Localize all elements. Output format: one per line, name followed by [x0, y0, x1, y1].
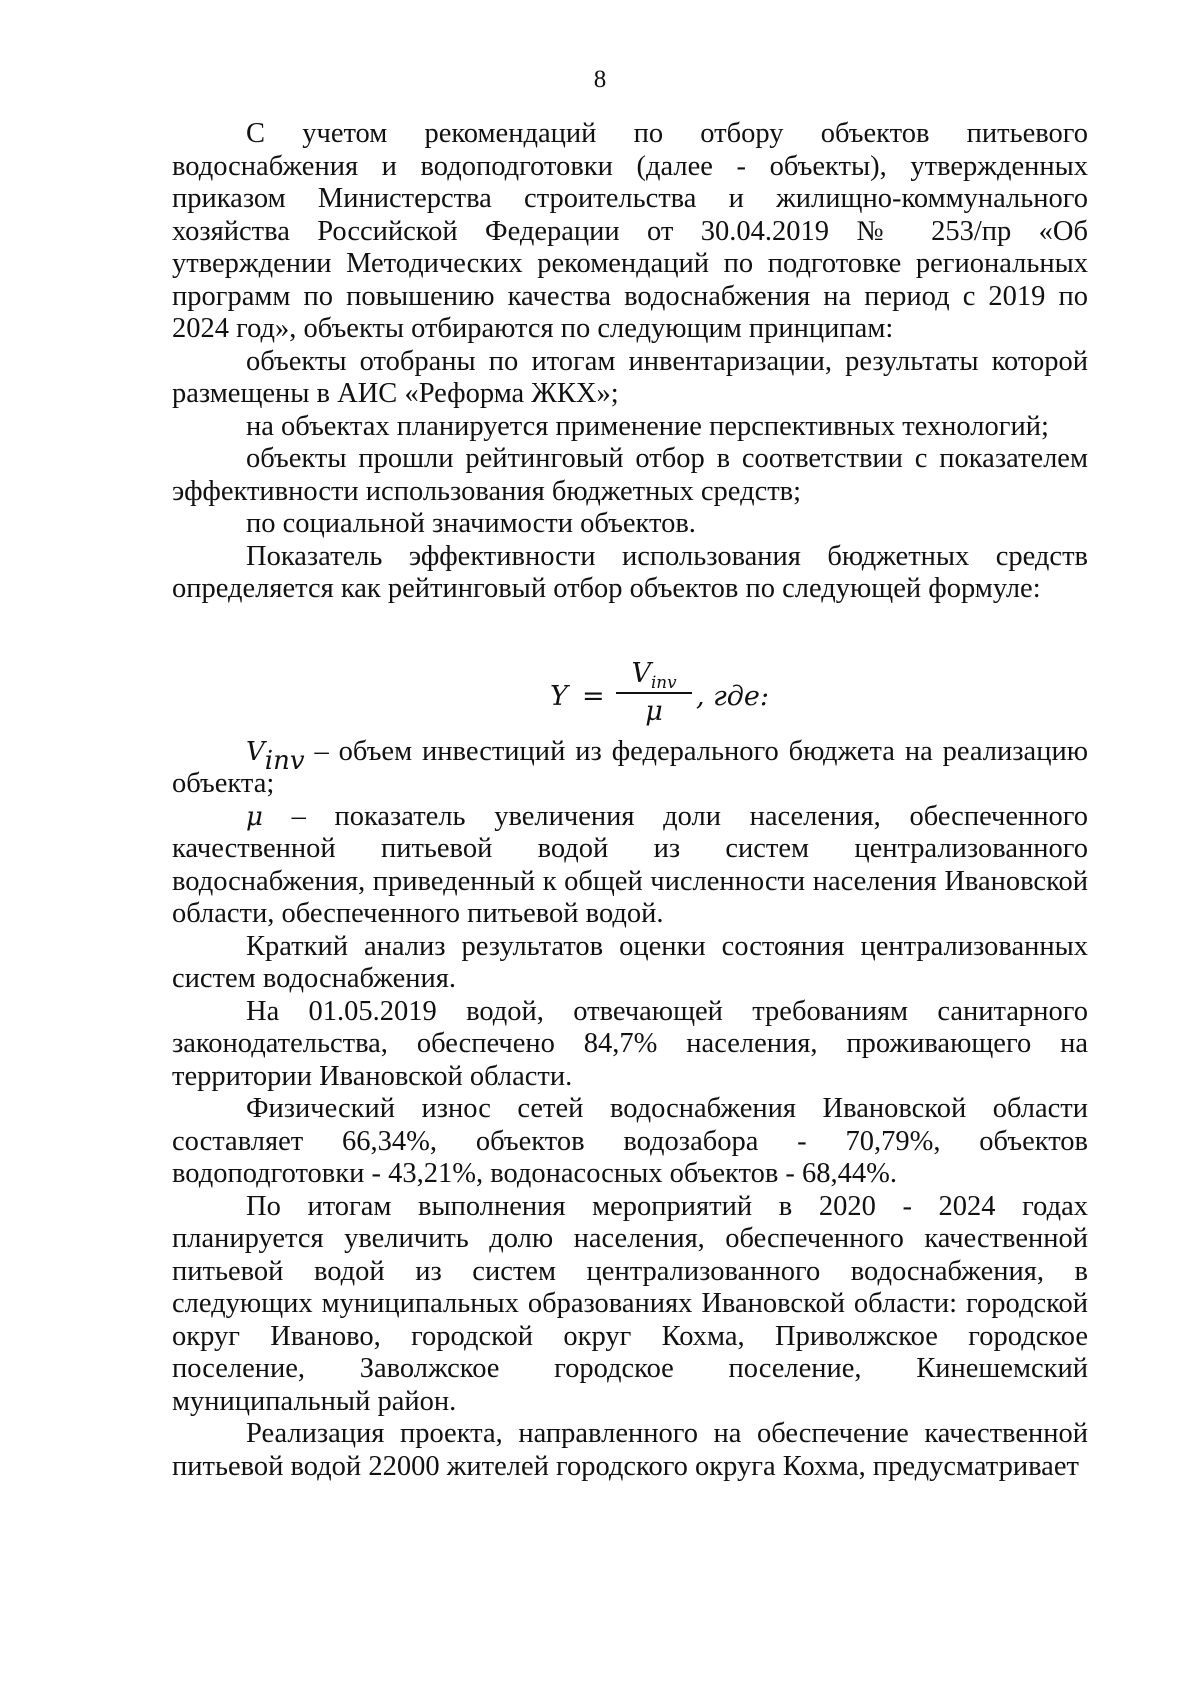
- formula-denominator: μ: [645, 695, 663, 727]
- document-body: [172, 118, 1088, 1483]
- formula: [550, 656, 850, 736]
- paragraph-efficiency-indicator: Показатель эффективности использования бюджетных средств определяется как рейтинговый отбор объектов по следующей формуле:: [172, 540, 1088, 604]
- formula-lhs: Y: [550, 680, 568, 712]
- paragraph-population-coverage: На 01.05.2019 водой, отвечающей требованиям санитарного законодательства, обеспечено 84,7% населения, проживающего на территории Ивановской области.: [172, 995, 1088, 1092]
- paragraph-principle-inventory: объекты отобраны по итогам инвентаризации, результаты которой размещены в АИС «Реформа ЖКХ»;: [172, 345, 1088, 409]
- paragraph-principle-technologies: на объектах планируется применение перспективных технологий;: [246, 410, 1049, 442]
- definition-vinv-symbol: V: [246, 736, 265, 767]
- page-number: 8: [593, 66, 607, 93]
- formula-fraction: [616, 656, 692, 730]
- paragraph-kokhma-project: Реализация проекта, направленного на обеспечение качественной питьевой водой 22000 жителей городского округа Кохма, предусматривает: [172, 1418, 1088, 1482]
- formula-numerator: [616, 656, 692, 692]
- formula-numerator-subscript: inv: [650, 671, 677, 692]
- formula-tail: , где:: [696, 680, 769, 712]
- paragraph-physical-wear: Физический износ сетей водоснабжения Ивановской области составляет 66,34%, объектов водозабора - 70,79%, объектов водоподготовки - 43,21%, водонасосных объектов - 68,44%.: [172, 1093, 1088, 1189]
- definition-vinv-subscript: inv: [264, 745, 305, 776]
- definition-mu: [172, 801, 1088, 931]
- definition-vinv: [172, 736, 1088, 801]
- paragraph-planned-results: По итогам выполнения мероприятий в 2020 - 2024 годах планируется увеличить долю населения, обеспеченного качественной питьевой водой из систем централизованного водоснабжения, в следующих муниципальных образованиях Ивановской области: городской округ Иваново, городской округ Кохма, Приволжское городское поселение, Заволжское городское поселение, Кинешемский муниципальный район.: [172, 1190, 1088, 1417]
- formula-numerator-symbol: V: [631, 657, 651, 689]
- paragraph-principle-social: по социальной значимости объектов.: [246, 508, 696, 539]
- definition-mu-text: – показатель увеличения доли населения, обеспеченного качественной питьевой водой из систем централизованного водоснабжения, приведенный к общей численности населения Ивановской области, обеспеченного питьевой водой.: [172, 800, 1088, 929]
- formula-block: [172, 606, 1088, 736]
- paragraph-analysis: Краткий анализ результатов оценки состояния централизованных систем водоснабжения.: [172, 930, 1088, 994]
- formula-equals: =: [582, 680, 605, 712]
- paragraph-principle-rating: объекты прошли рейтинговый отбор в соответствии с показателем эффективности использования бюджетных средств;: [172, 443, 1088, 507]
- paragraph-intro: С учетом рекомендаций по отбору объектов питьевого водоснабжения и водоподготовки (далее - объекты), утвержденных приказом Министерства строительства и жилищно-коммунального хозяйства Российской Федерации от 30.04.2019 № 253/пр «Об утверждении Методических рекомендаций по подготовке региональных программ по повышению качества водоснабжения на период с 2019 по 2024 год», объекты отбираются по следующим принципам:: [172, 118, 1088, 344]
- definition-vinv-text: – объем инвестиций из федерального бюджета на реализацию объекта;: [172, 735, 1088, 799]
- definition-mu-symbol: μ: [246, 801, 263, 832]
